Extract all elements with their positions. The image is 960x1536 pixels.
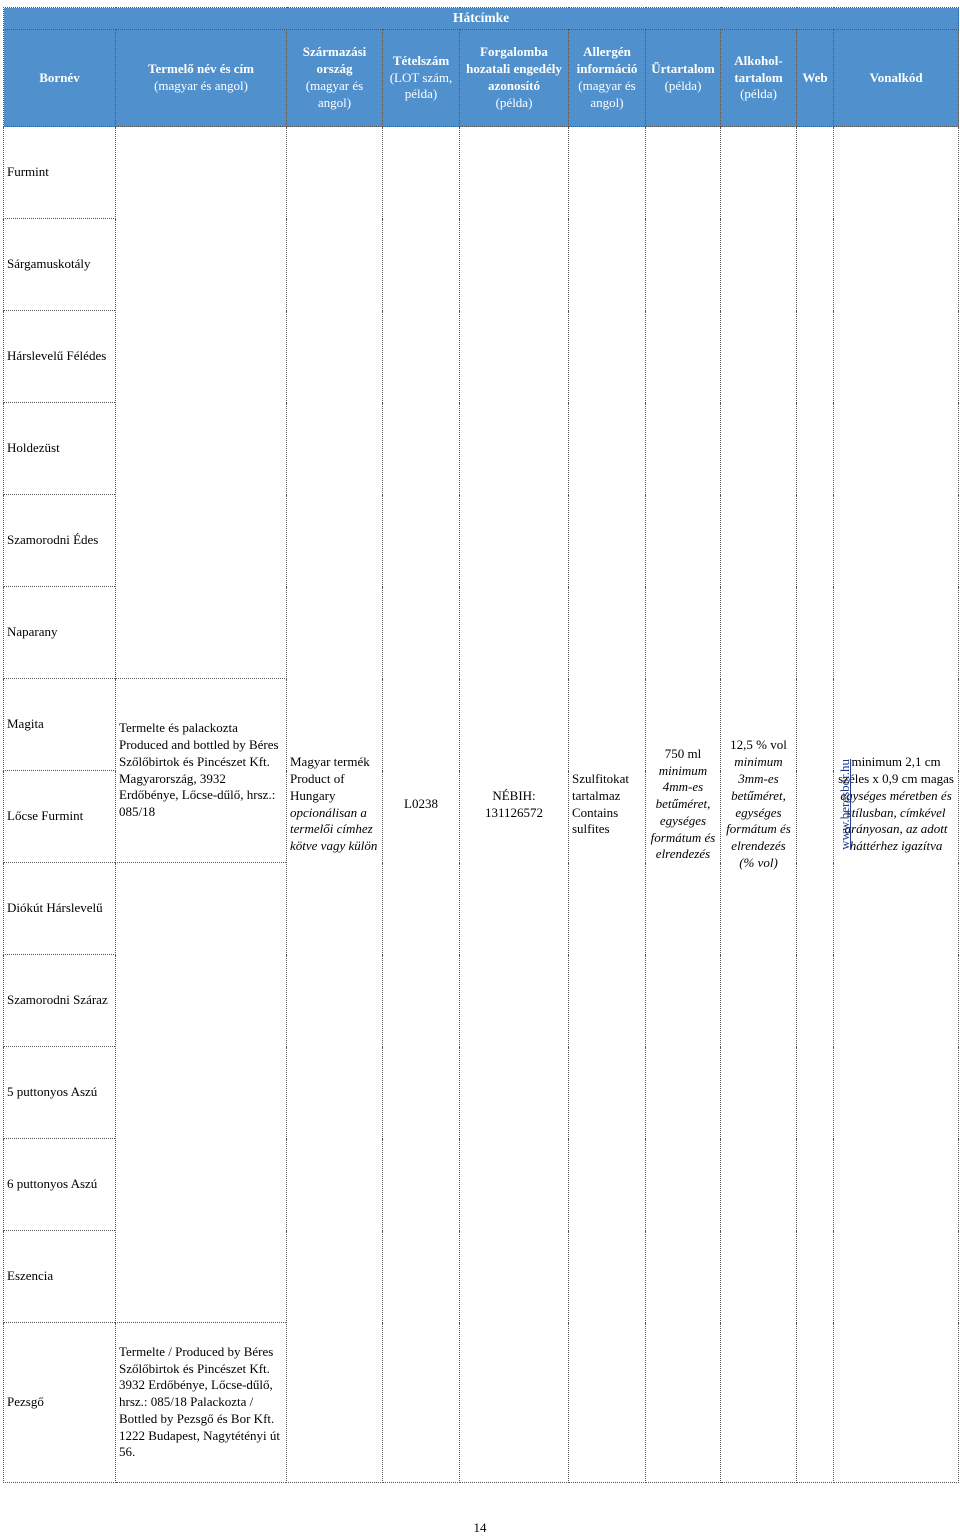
table-title: Hátcímke xyxy=(4,8,959,30)
origin-text: Magyar termék Product of Hungary xyxy=(290,754,370,803)
header-forgalomba-hozatali: Forgalomba hozatali engedély azonosító (példa) xyxy=(460,30,569,127)
wine-name: Magita xyxy=(4,679,116,771)
header-web: Web xyxy=(797,30,834,127)
wine-name: 6 puttonyos Aszú xyxy=(4,1139,116,1231)
producer-address-pezsgo: Termelte / Produced by Béres Szőlőbirtok és Pincészet Kft. 3932 Erdőbénye, Lőcse-dűlő, hrsz.: 085/18 Palackozta / Bottled by Pezsgő és Bor Kft. 1222 Budapest, Nagytétényi út 56. xyxy=(116,1323,287,1483)
wine-name: Diókút Hárslevelű xyxy=(4,863,116,955)
alcohol-value: 12,5 % vol xyxy=(730,737,787,753)
header-allergen: Allergén információ (magyar és angol) xyxy=(569,30,646,127)
wine-name: Pezsgő xyxy=(4,1323,116,1483)
barcode-size: minimum 2,1 cm széles x 0,9 cm magas xyxy=(838,754,954,786)
permit-id: NÉBIH: 131126572 xyxy=(460,127,569,1483)
header-vonalkod: Vonalkód xyxy=(834,30,959,127)
website-link[interactable]: www.beresbor.hu xyxy=(837,759,853,850)
wine-name: Furmint xyxy=(4,127,116,219)
wine-name: Eszencia xyxy=(4,1231,116,1323)
lot-number: L0238 xyxy=(383,127,460,1483)
barcode-note: egységes méretben és stílusban, címkével arányosan, az adott háttérhez igazítva xyxy=(840,787,952,854)
origin-cell xyxy=(287,127,383,1483)
header-tetelszam: Tételszám (LOT szám, példa) xyxy=(383,30,460,127)
page-number: 14 xyxy=(473,1520,487,1535)
wine-name: Lőcse Furmint xyxy=(4,771,116,863)
web-cell xyxy=(797,127,853,1483)
producer-cell-empty xyxy=(116,863,287,1323)
wine-name: Hárslevelű Félédes xyxy=(4,311,116,403)
producer-cell-empty xyxy=(116,127,287,679)
header-szarmazasi-orszag: Származási ország (magyar és angol) xyxy=(287,30,383,127)
label-requirements-table xyxy=(3,7,959,1483)
header-urtartalom: Űrtartalom (példa) xyxy=(646,30,721,127)
wine-name: Naparany xyxy=(4,587,116,679)
wine-name: 5 puttonyos Aszú xyxy=(4,1047,116,1139)
wine-name: Szamorodni Édes xyxy=(4,495,116,587)
wine-name: Holdezüst xyxy=(4,403,116,495)
header-termelo: Termelő név és cím (magyar és angol) xyxy=(116,30,287,127)
header-alkoholtartalom: Alkohol-tartalom (példa) xyxy=(721,30,797,127)
wine-name: Szamorodni Száraz xyxy=(4,955,116,1047)
volume-note: minimum 4mm-es betűméret, egységes formátum és elrendezés xyxy=(650,762,716,862)
alcohol-note: minimum 3mm-es betűméret, egységes formátum és elrendezés (% vol) xyxy=(726,754,791,870)
producer-address: Termelte és palackozta Produced and bottled by Béres Szőlőbirtok és Pincészet Kft. Magyarország, 3932 Erdőbénye, Lőcse-dűlő, hrsz.: 085/18 xyxy=(116,679,287,863)
wine-name: Sárgamuskotály xyxy=(4,219,116,311)
alcohol-cell xyxy=(721,127,797,1483)
header-bornev: Bornév xyxy=(4,30,116,127)
volume-value: 750 ml xyxy=(664,745,702,761)
origin-note: opcionálisan a termelői címhez kötve vagy külön xyxy=(290,804,378,854)
volume-cell xyxy=(646,127,721,1483)
allergen-info: Szulfitokat tartalmaz Contains sulfites xyxy=(569,127,646,1483)
